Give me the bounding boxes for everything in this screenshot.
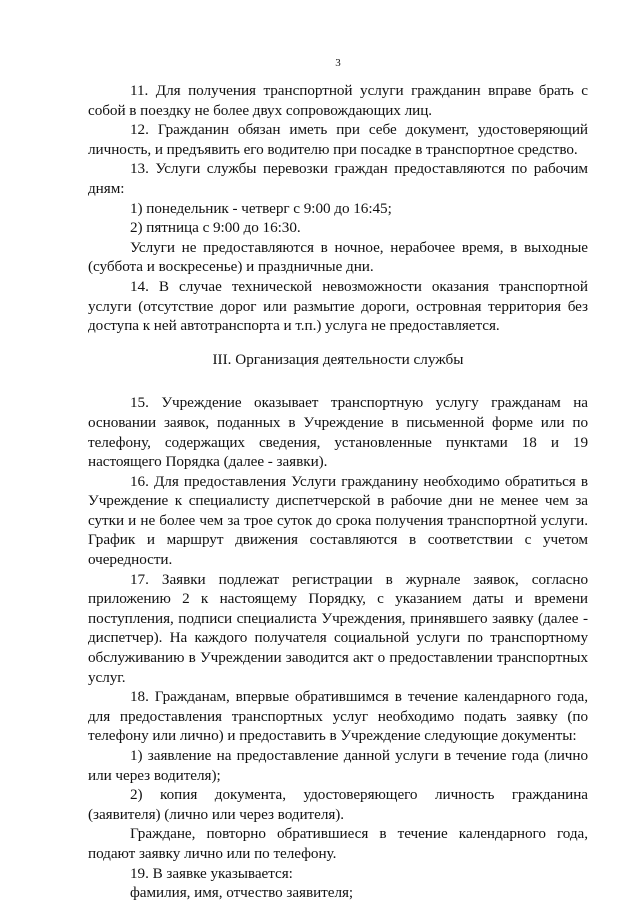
paragraph-17: 17. Заявки подлежат регистрации в журнале заявок, согласно приложению 2 к настоящему Порядку, с указанием даты и времени поступления, подписи специалиста Учреждения, принявшего заявку (далее - диспетчер). На каждого получателя социальной услуги по транспортному обслуживанию в Учреждении заводится акт о предоставлении транспортных услуг. bbox=[88, 570, 588, 686]
paragraph-18: 18. Гражданам, впервые обратившимся в течение календарного года, для предоставления транспортных услуг необходимо подать заявку (по телефону или лично) и предоставить в Учреждение следующие документы: bbox=[88, 688, 588, 745]
paragraph-11: 11. Для получения транспортной услуги гражданин вправе брать с собой в поездку не более двух сопровождающих лиц. bbox=[88, 82, 588, 119]
paragraph-19-item-1: фамилия, имя, отчество заявителя; bbox=[130, 884, 354, 902]
paragraph-18-item-1: 1) заявление на предоставление данной услуги в течение года (лично или через водителя); bbox=[88, 747, 588, 784]
paragraph-12: 12. Гражданин обязан иметь при себе документ, удостоверяющий личность, и предъявить его водителю при посадке в транспортное средство. bbox=[88, 121, 588, 158]
paragraph-13-item-2: 2) пятница с 9:00 до 16:30. bbox=[130, 219, 301, 237]
section-heading: III. Организация деятельности службы bbox=[212, 350, 464, 368]
paragraph-19: 19. В заявке указывается: bbox=[130, 864, 293, 882]
paragraph-13-note: Услуги не предоставляются в ночное, нерабочее время, в выходные (суббота и воскресенье) и праздничные дни. bbox=[88, 238, 588, 276]
paragraphs-before bbox=[88, 81, 588, 336]
paragraph-13-item-1: 1) понедельник - четверг с 9:00 до 16:45; bbox=[130, 199, 392, 217]
paragraph-16: 16. Для предоставления Услуги гражданину необходимо обратиться в Учреждение к специалисту диспетчерской в рабочие дни не менее чем за сутки и не более чем за трое суток до срока получения транспортной услуги. График и маршрут движения составляются в соответствии с учетом очередности. bbox=[88, 472, 588, 569]
paragraphs-after bbox=[88, 393, 588, 902]
paragraph-13: 13. Услуги службы перевозки граждан предоставляются по рабочим дням: bbox=[88, 160, 588, 197]
paragraph-18-item-2: 2) копия документа, удостоверяющего личность гражданина (заявителя) (лично или через водителя). bbox=[88, 786, 588, 823]
paragraph-14: 14. В случае технической невозможности оказания транспортной услуги (отсутствие дорог или размытие дороги, островная территория без доступа к ней автотранспорта и т.п.) услуга не предоставляется. bbox=[88, 277, 588, 335]
page-number: 3 bbox=[335, 57, 341, 69]
paragraph-15: 15. Учреждение оказывает транспортную услугу гражданам на основании заявок, поданных в Учреждение в письменной форме или по телефону, содержащих сведения, установленные пунктами 18 и 19 настоящего Порядка (далее - заявки). bbox=[88, 394, 588, 471]
paragraph-18-note: Граждане, повторно обратившиеся в течение календарного года, подают заявку лично или по телефону. bbox=[88, 825, 588, 862]
